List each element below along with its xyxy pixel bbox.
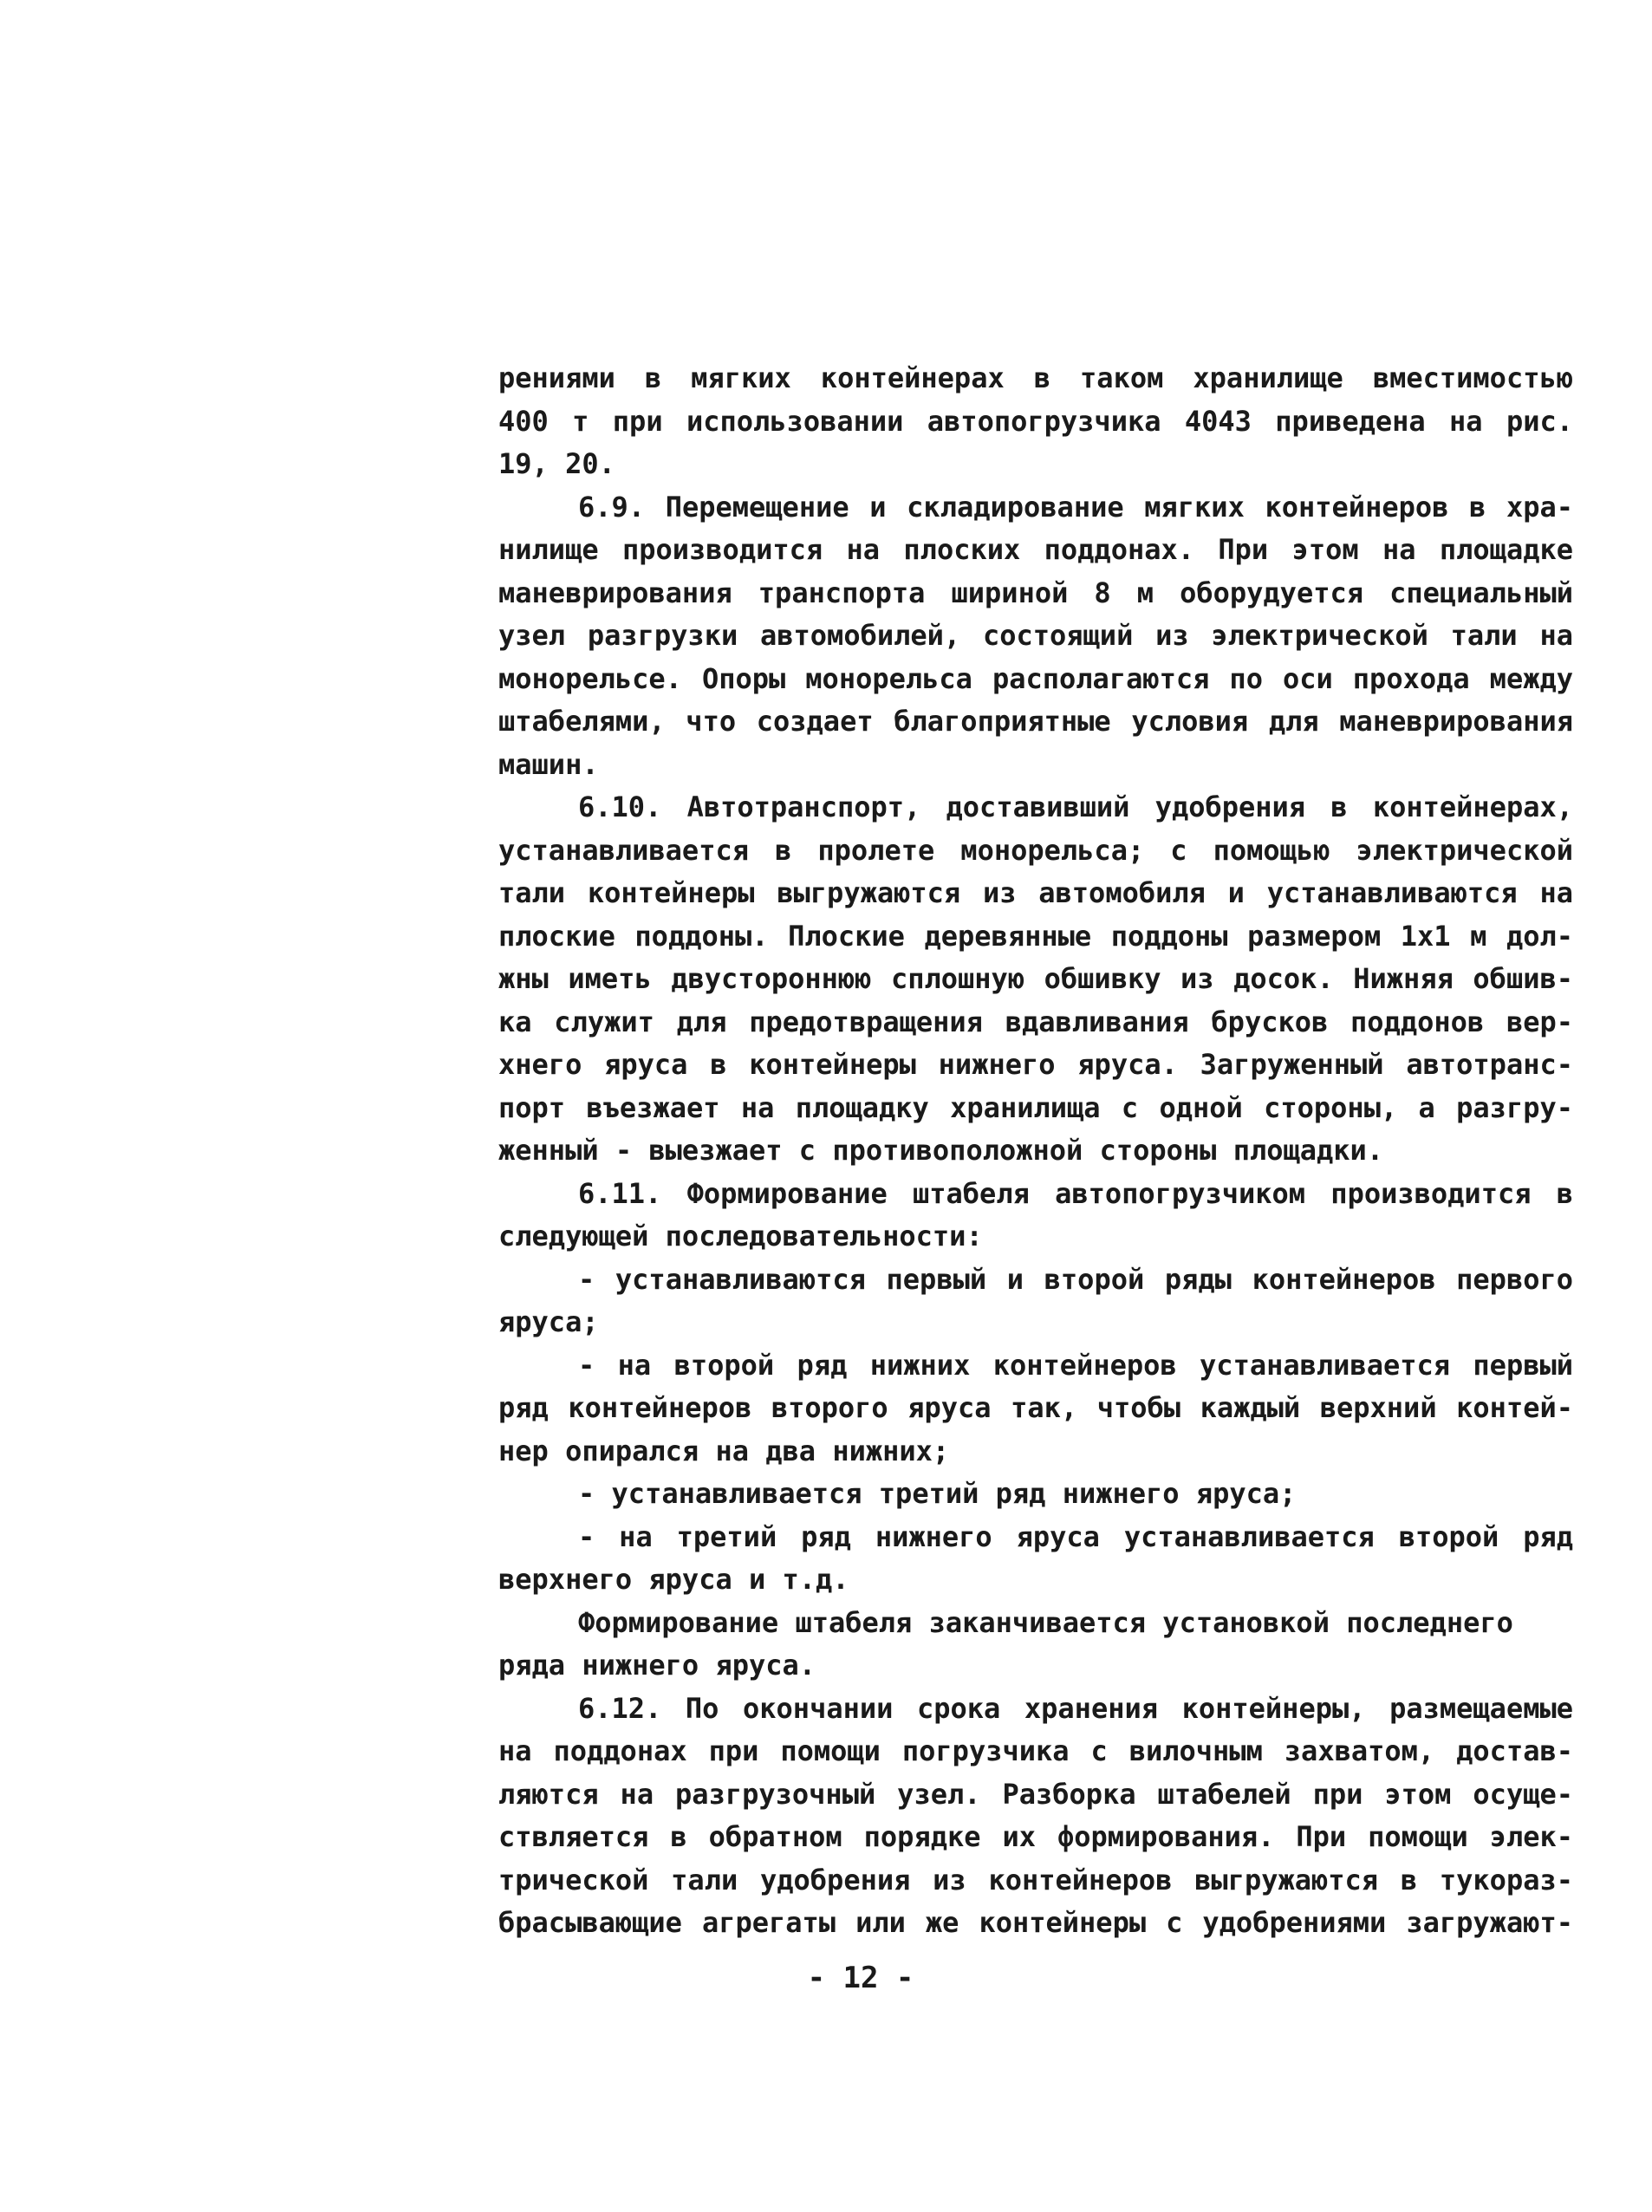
text-line: ряда нижнего яруса. xyxy=(498,1649,816,1682)
list-item: - устанавливаются первый и второй ряды контейнеров первого xyxy=(578,1262,1573,1296)
text-line: хнего яруса в контейнеры нижнего яруса. Загруженный автотранс- xyxy=(498,1048,1573,1081)
text-line: рениями в мягких контейнерах в таком хранилище вместимостью xyxy=(498,361,1573,394)
text-line: Формирование штабеля заканчивается установкой последнего xyxy=(578,1605,1513,1639)
page-number: - 12 - xyxy=(807,1961,914,1995)
text-line: тали контейнеры выгружаются из автомобиля и устанавливаются на xyxy=(498,876,1573,909)
list-item: - на третий ряд нижнего яруса устанавливается второй ряд xyxy=(578,1519,1573,1553)
text-line: плоские поддоны. Плоские деревянные поддоны размером 1х1 м дол- xyxy=(498,919,1573,953)
paragraph-6-10-start: 6.10. Автотранспорт, доставивший удобрения в контейнерах, xyxy=(578,790,1573,823)
text-line: яруса; xyxy=(498,1305,599,1338)
text-line: следующей последовательности: xyxy=(498,1220,983,1252)
text-line: ряд контейнеров второго яруса так, чтобы каждый верхний контей- xyxy=(498,1391,1573,1424)
text-line: штабелями, что создает благоприятные условия для маневрирования xyxy=(498,705,1573,738)
paragraph-6-9-start: 6.9. Перемещение и складирование мягких контейнеров в хра- xyxy=(578,490,1573,524)
list-item: - устанавливается третий ряд нижнего яруса; xyxy=(578,1477,1297,1510)
text-line: нер опирался на два нижних; xyxy=(498,1434,950,1467)
text-line: 400 т при использовании автопогрузчика 4043 приведена на рис. xyxy=(498,404,1573,438)
text-line: устанавливается в пролете монорельса; с помощью электрической xyxy=(498,833,1573,867)
text-line: ка служит для предотвращения вдавливания брусков поддонов вер- xyxy=(498,1005,1573,1038)
paragraph-6-12-start: 6.12. По окончании срока хранения контейнеры, размещаемые xyxy=(578,1691,1573,1725)
body-text xyxy=(498,357,1573,1945)
list-item: - на второй ряд нижних контейнеров устанавливается первый xyxy=(578,1348,1573,1382)
text-line: маневрирования транспорта шириной 8 м оборудуется специальный xyxy=(498,576,1573,609)
text-line: ляются на разгрузочный узел. Разборка штабелей при этом осуще- xyxy=(498,1777,1573,1811)
text-line: порт въезжает на площадку хранилища с одной стороны, а разгру- xyxy=(498,1090,1573,1124)
text-line: узел разгрузки автомобилей, состоящий из электрической тали на xyxy=(498,619,1573,652)
text-line: трической тали удобрения из контейнеров выгружаются в тукораз- xyxy=(498,1863,1573,1896)
text-line: верхнего яруса и т.д. xyxy=(498,1563,849,1596)
text-line: машин. xyxy=(498,747,599,781)
text-line: брасывающие агрегаты или же контейнеры с удобрениями загружают- xyxy=(498,1906,1573,1939)
text-line: 19, 20. xyxy=(498,447,615,480)
text-line: монорельсе. Опоры монорельса располагаются по оси прохода между xyxy=(498,661,1573,695)
text-line: жны иметь двустороннюю сплошную обшивку из досок. Нижняя обшив- xyxy=(498,962,1573,995)
paragraph-6-11-start: 6.11. Формирование штабеля автопогрузчиком производится в xyxy=(578,1176,1573,1210)
text-line: женный - выезжает с противоположной стороны площадки. xyxy=(498,1134,1384,1167)
text-line: нилище производится на плоских поддонах. При этом на площадке xyxy=(498,533,1573,566)
text-line: ствляется в обратном порядке их формирования. При помощи элек- xyxy=(498,1820,1573,1853)
text-line: на поддонах при помощи погрузчика с вилочным захватом, достав- xyxy=(498,1734,1573,1767)
